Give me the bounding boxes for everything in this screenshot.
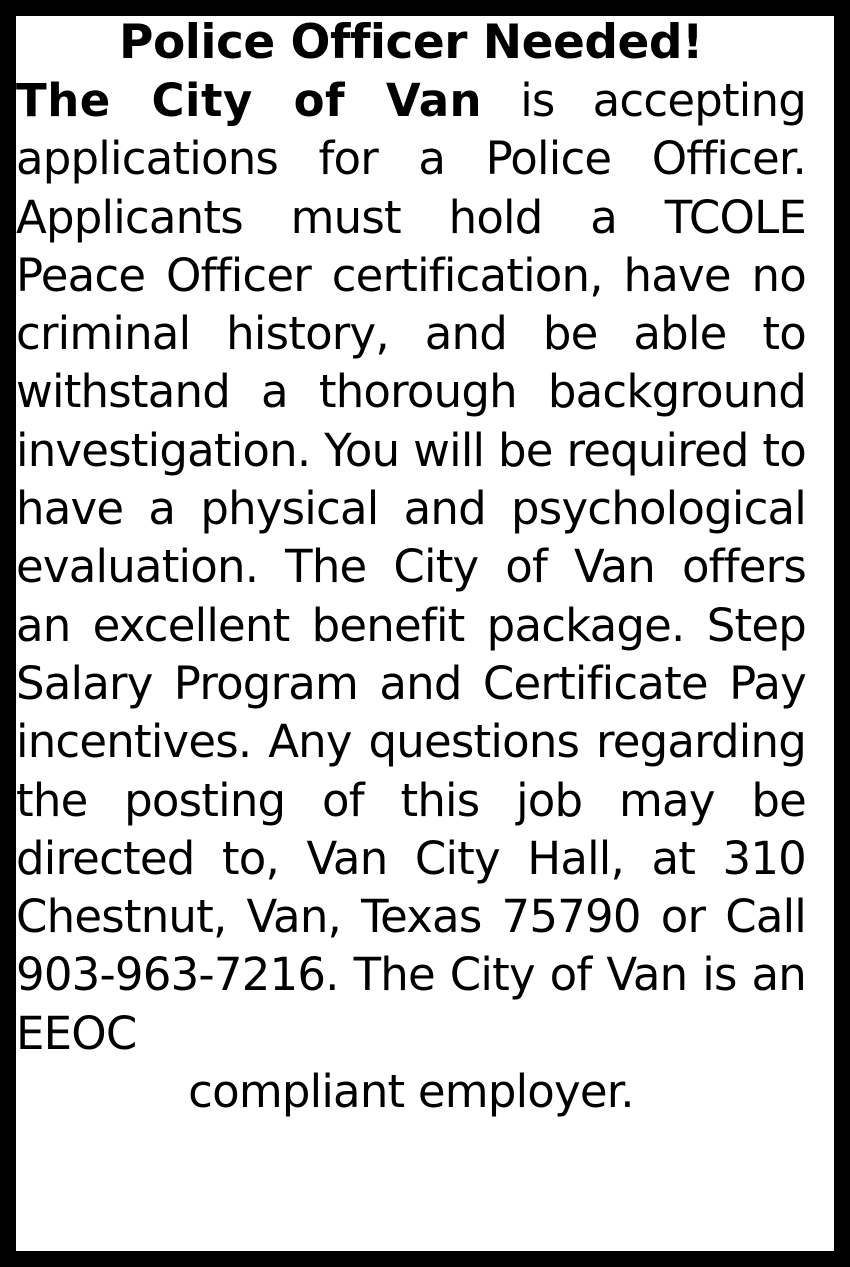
classified-ad bbox=[16, 14, 806, 1121]
ad-body-text: is accepting applications for a Police Officer. Applicants must hold a TCOLE Peace Officer certification, have no criminal history, and be able to withstand a thorough background investigation. You will be required to have a physical and psychological evaluation. The City of Van offers an excellent benefit package. Step Salary Program and Certificate Pay incentives. Any questions regarding the posting of this job may be directed to, Van City Hall, at 310 Chestnut, Van, Texas 75790 or Call 903-963-7216. The City of Van is an EEOC bbox=[16, 74, 806, 1060]
ad-closing: compliant employer. bbox=[188, 1065, 634, 1119]
ad-headline: Police Officer Needed! bbox=[119, 15, 703, 70]
ad-lead-text: The City of Van bbox=[16, 74, 483, 127]
ad-body bbox=[16, 72, 806, 1063]
